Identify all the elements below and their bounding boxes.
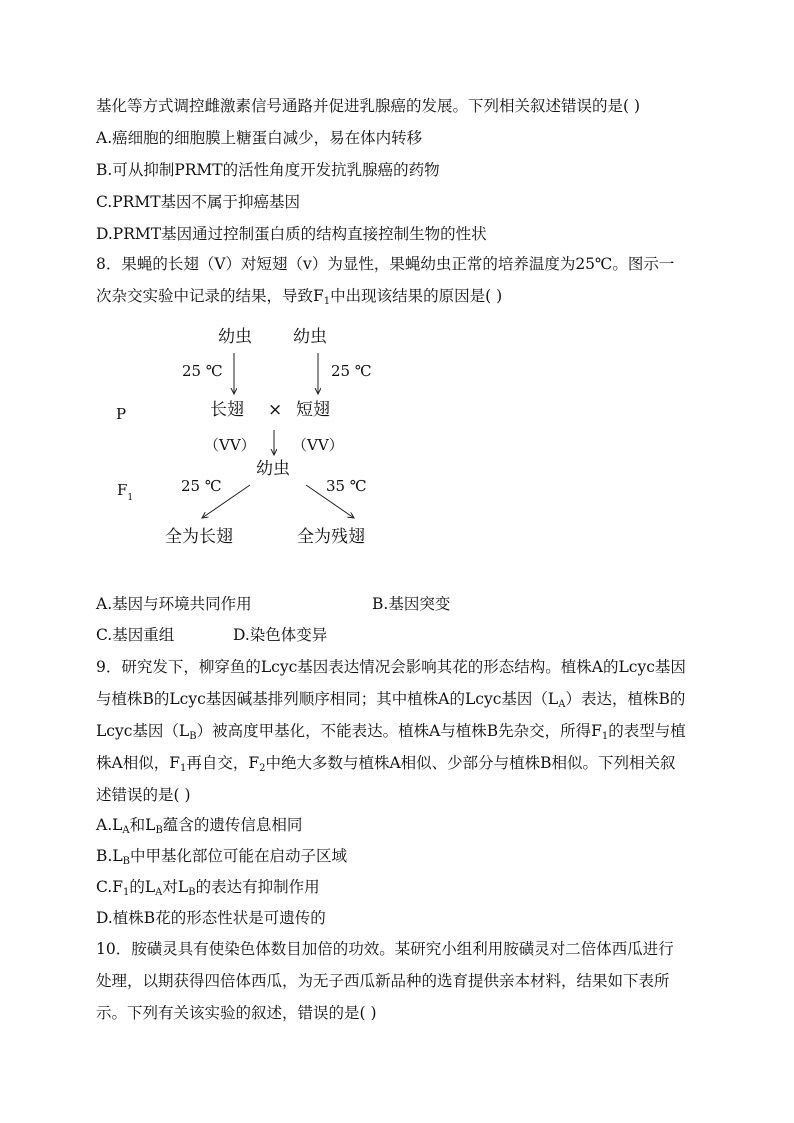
q9-stem-line4: 株A相似，$F_1$再自交，$F_2$中绝大多数与植株A相似、少部分与植株B相似。下列相关叙 bbox=[96, 754, 676, 774]
q9-stem-line3: Lcyc基因$(L_B)$被高度甲基化，不能表达。植株A与植株B先杂交，所得$F_1$的表型与植 bbox=[96, 722, 686, 742]
temp-left-label: 25 ℃ bbox=[182, 362, 223, 380]
q10-stem-line3: 示。下列有关该实验的叙述，错误的是( ) bbox=[96, 1004, 377, 1022]
q8-option-b[interactable]: B.基因突变 bbox=[372, 595, 451, 613]
q9-stem-line2: 与植株B的Lcyc基因碱基排列顺序相同；其中植株A的Lcyc基因$(L_A)$表达，植株B的 bbox=[96, 690, 686, 710]
larva-right-label: 幼虫 bbox=[293, 327, 327, 347]
q8-option-a[interactable]: A.基因与环境共同作用 bbox=[96, 595, 252, 613]
generation-f1-label: $F_1$ bbox=[117, 481, 134, 503]
q8-stem-line1: 8．果蝇的长翅（V）对短翅（v）为显性，果蝇幼虫正常的培养温度为25℃。图示一 bbox=[96, 255, 675, 273]
q8-option-d[interactable]: D.染色体变异 bbox=[233, 626, 328, 644]
larva-left-label: 幼虫 bbox=[218, 327, 252, 347]
q7-option-d[interactable]: D.PRMT基因通过控制蛋白质的结构直接控制生物的性状 bbox=[96, 225, 487, 243]
long-wing-parent: 长翅 bbox=[210, 400, 244, 420]
result-left-label: 全为长翅 bbox=[165, 527, 233, 547]
q7-option-a[interactable]: A.癌细胞的细胞膜上糖蛋白减少，易在体内转移 bbox=[96, 129, 423, 147]
q9-option-a[interactable]: $A.L_A$和$L_B$蕴含的遗传信息相同 bbox=[96, 816, 303, 836]
temp-f1-right-label: 35 ℃ bbox=[326, 477, 367, 495]
q7-option-b[interactable]: B.可从抑制PRMT的活性角度开发抗乳腺癌的药物 bbox=[96, 161, 440, 179]
q9-stem-line1: 9．研究发下，柳穿鱼的Lcyc基因表达情况会影响其花的形态结构。植株A的Lcyc基因 bbox=[96, 658, 686, 676]
result-right-label: 全为残翅 bbox=[297, 527, 365, 547]
temp-right-label: 25 ℃ bbox=[331, 362, 372, 380]
q7-option-c[interactable]: C.PRMT基因不属于抑癌基因 bbox=[96, 193, 301, 211]
q7-stem: 基化等方式调控雌激素信号通路并促进乳腺癌的发展。下列相关叙述错误的是( ) bbox=[96, 97, 641, 115]
larva-f1-label: 幼虫 bbox=[256, 459, 290, 479]
q9-option-d[interactable]: D.植株B花的形态性状是可遗传的 bbox=[96, 909, 326, 927]
genotype-left: （VV） bbox=[204, 436, 256, 454]
q10-stem-line2: 处理，以期获得四倍体西瓜，为无子西瓜新品种的选育提供亲本材料，结果如下表所 bbox=[96, 972, 670, 990]
q8-stem-line2: 次杂交实验中记录的结果，导致$F_1$中出现该结果的原因是( ) bbox=[96, 287, 503, 307]
genotype-right: （VV） bbox=[292, 436, 344, 454]
cross-symbol: × bbox=[268, 400, 283, 420]
q9-option-b[interactable]: $B.L_B$中甲基化部位可能在启动子区域 bbox=[96, 847, 347, 867]
q9-stem-line5: 述错误的是( ) bbox=[96, 786, 191, 804]
short-wing-parent: 短翅 bbox=[296, 400, 330, 420]
q10-stem-line1: 10．胺磺灵具有使染色体数目加倍的功效。某研究小组利用胺磺灵对二倍体西瓜进行 bbox=[96, 940, 674, 958]
q8-option-c[interactable]: C.基因重组 bbox=[96, 626, 175, 644]
q9-option-c[interactable]: $C.F_1$的$L_A$对$L_B$的表达有抑制作用 bbox=[96, 878, 320, 898]
generation-p-label: P bbox=[116, 405, 127, 423]
temp-f1-left-label: 25 ℃ bbox=[181, 477, 222, 495]
